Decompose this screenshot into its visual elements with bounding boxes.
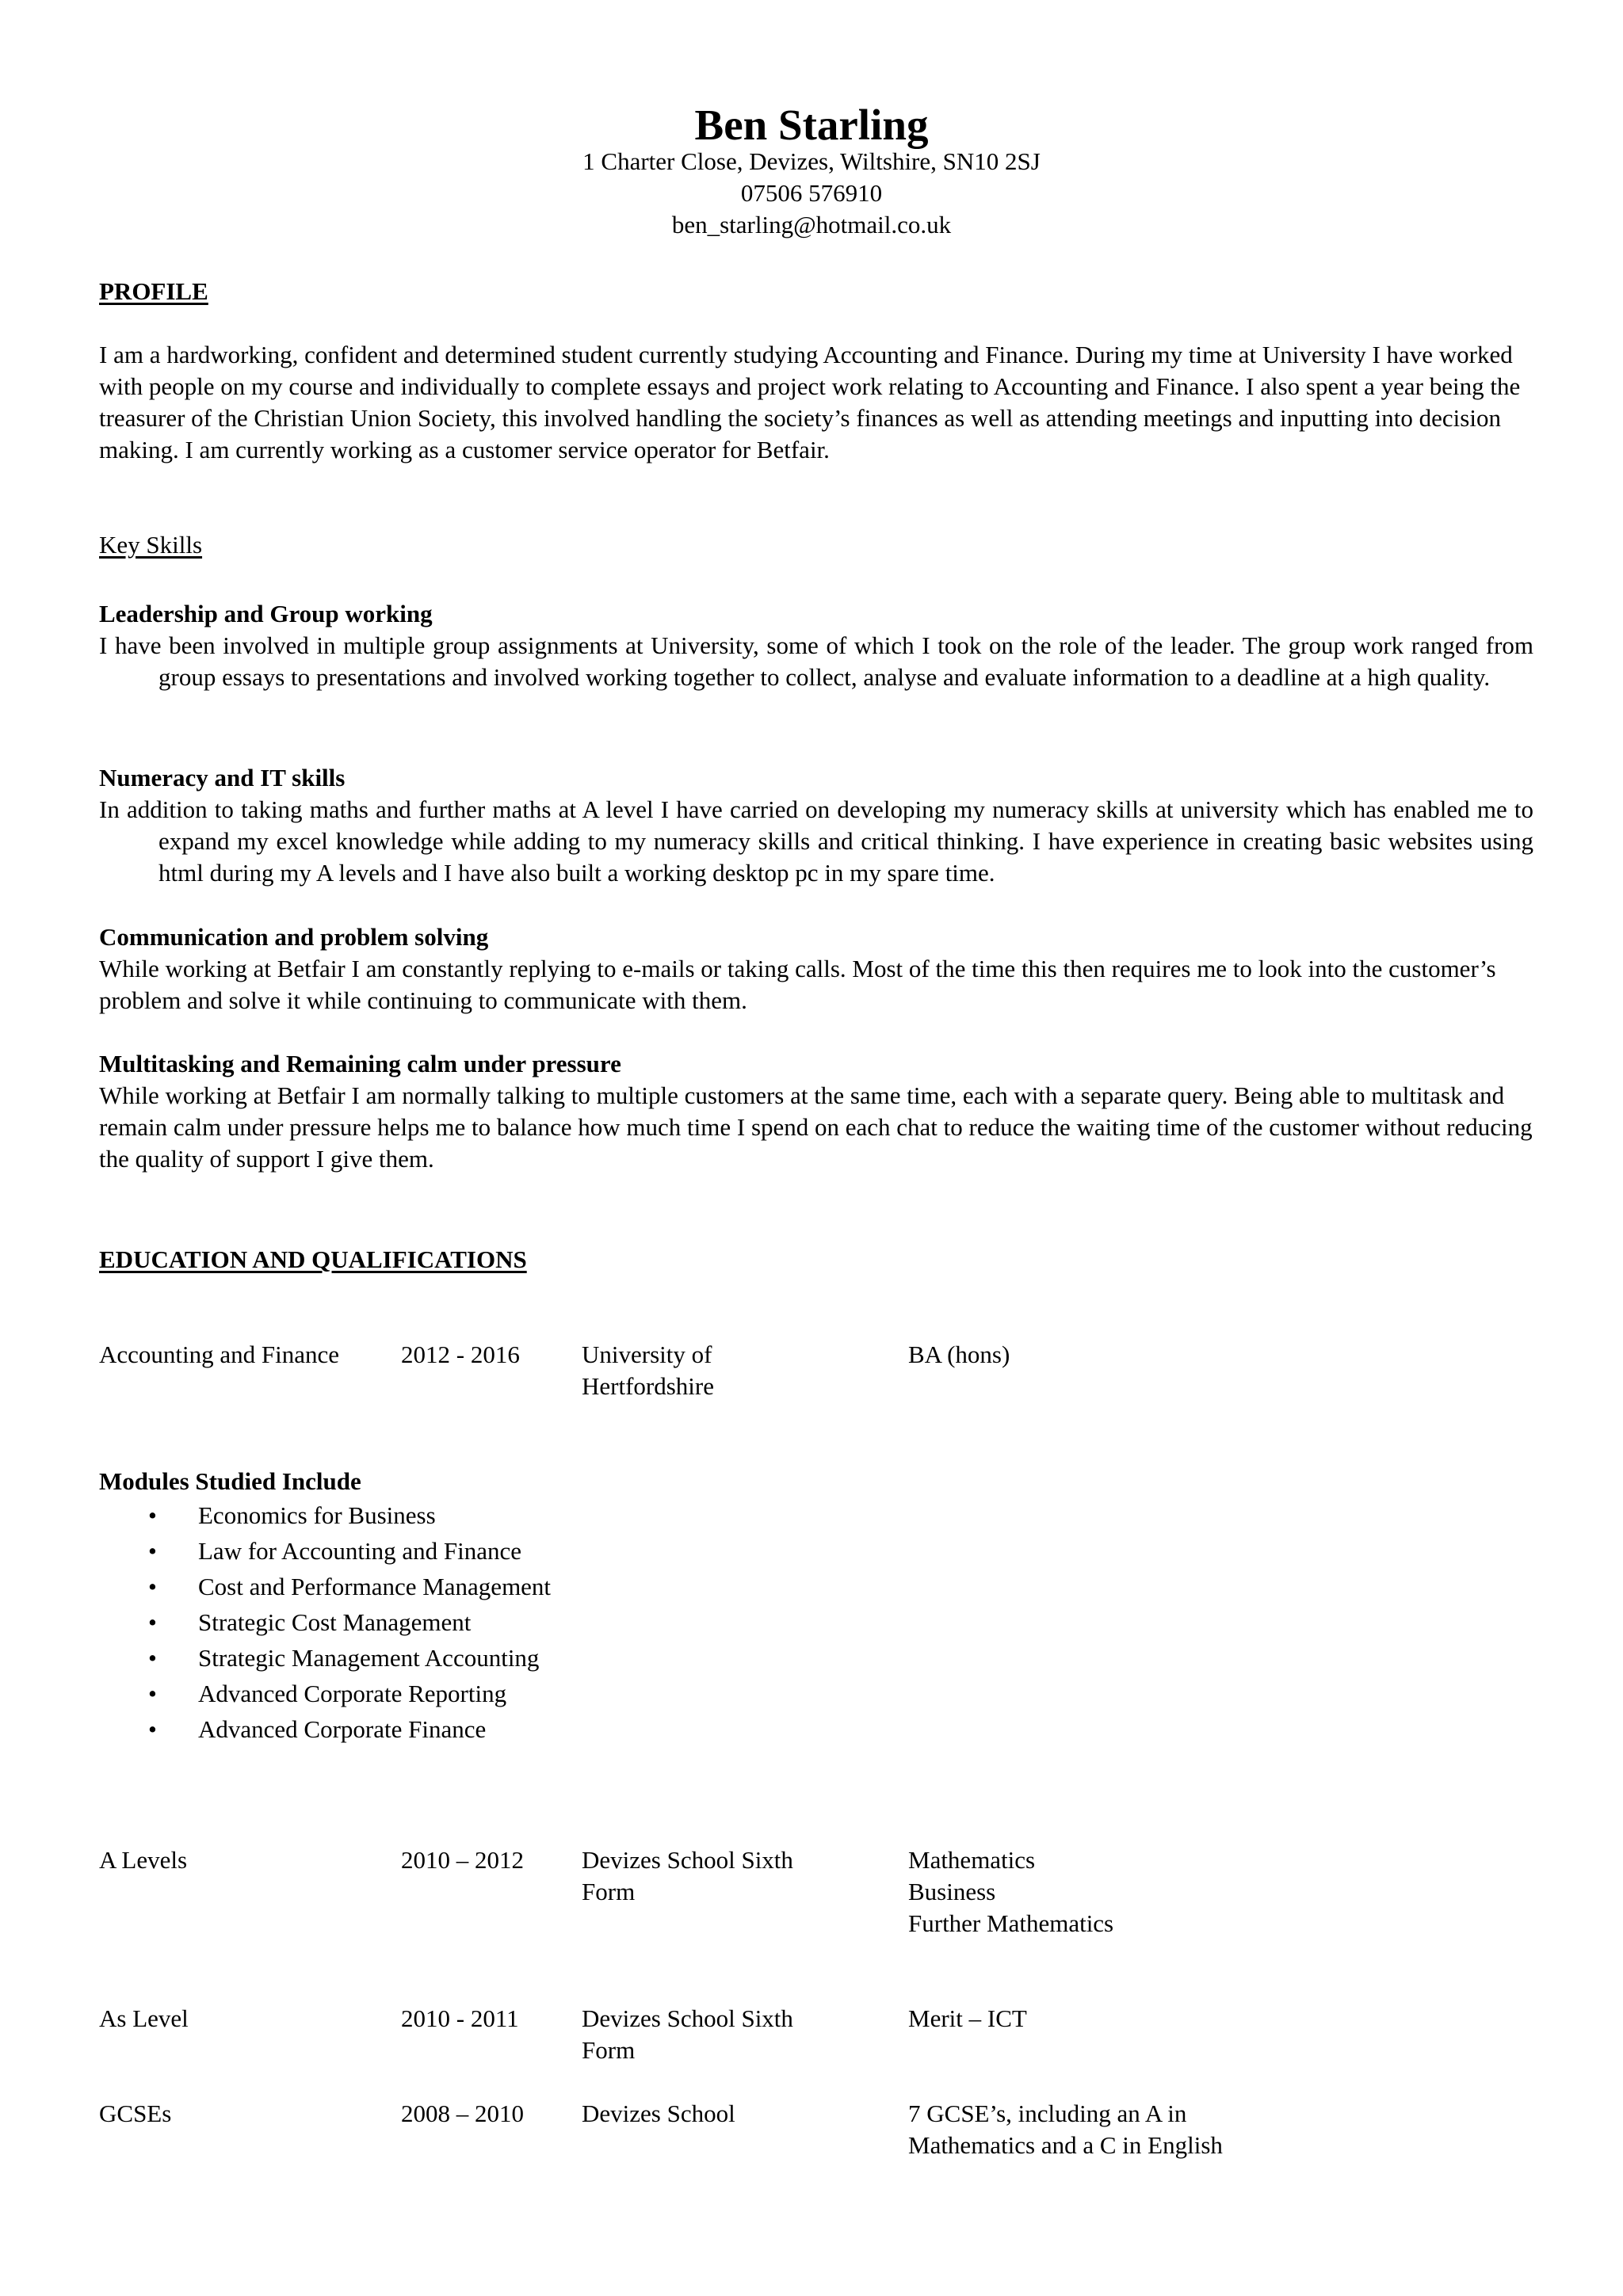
skill-title: Multitasking and Remaining calm under pressure [99,1050,621,1077]
bullet-icon: • [148,1608,157,1636]
list-item [99,1604,551,1640]
skill-title: Leadership and Group working [99,600,433,627]
qualification-results [908,1844,1289,1939]
key-skills-heading: Key Skills [99,531,203,559]
cv-name: Ben Starling [694,101,929,149]
module-name: Strategic Cost Management [198,1608,472,1636]
qualification-institution: Devizes School Sixth Form [582,1846,793,1905]
degree-award: BA (hons) [908,1341,1010,1368]
qualification-level: As Level [99,2004,189,2032]
degree-subject: Accounting and Finance [99,1341,340,1368]
module-name: Cost and Performance Management [198,1573,552,1600]
bullet-icon: • [148,1573,157,1600]
qualification-years: 2010 - 2011 [401,2004,519,2032]
bullet-icon: • [148,1715,157,1743]
result-item: Merit – ICT [908,2004,1027,2032]
degree-years: 2012 - 2016 [401,1341,520,1368]
skill-title: Numeracy and IT skills [99,764,346,791]
profile-heading: PROFILE [99,277,208,305]
skill-text: While working at Betfair I am normally talking to multiple customers at the same time, each with a separate query. Being able to multitask and remain calm under pressure helps me to balance how much time I spend on each chat to reduce the waiting time of the customer without reducing the quality of support I give them. [99,1081,1533,1173]
result-item: 7 GCSE’s, including an A in Mathematics and a C in English [908,2100,1223,2159]
modules-heading: Modules Studied Include [99,1467,361,1495]
qualification-level: GCSEs [99,2100,172,2127]
bullet-icon: • [148,1644,157,1672]
skill-title: Communication and problem solving [99,923,489,951]
list-item [99,1497,551,1533]
list-item [99,1711,551,1747]
skill-text: While working at Betfair I am constantly replying to e-mails or taking calls. Most of the time this then requires me to look into the customer’s problem and solve it while continuing to communicate with them. [99,955,1496,1014]
qualification-years: 2010 – 2012 [401,1846,524,1874]
result-item: Mathematics [908,1846,1036,1874]
skill-text: In addition to taking maths and further maths at A level I have carried on developing my numeracy skills at university which has enabled me to expand my excel knowledge while adding to my numeracy skills and critical thinking. I have experience in creating basic websites using html during my A levels and I have also built a working desktop pc in my spare time. [99,795,1533,887]
module-name: Law for Accounting and Finance [198,1537,522,1565]
bullet-icon: • [148,1501,157,1529]
degree-institution: University of Hertfordshire [582,1341,714,1400]
bullet-icon: • [148,1537,157,1565]
module-name: Economics for Business [198,1501,436,1529]
list-item [99,1676,551,1711]
qualification-results [908,2098,1233,2161]
phone: 07506 576910 [740,179,883,207]
module-name: Advanced Corporate Reporting [198,1680,507,1707]
module-name: Strategic Management Accounting [198,1644,540,1672]
list-item [99,1640,551,1676]
skill-text: I have been involved in multiple group assignments at University, some of which I took on the role of the leader. The group work ranged from group essays to presentations and involved working together to collect, analyse and evaluate information to a deadline at a high quality. [99,631,1533,691]
education-heading: EDUCATION AND QUALIFICATIONS [99,1245,527,1273]
bullet-icon: • [148,1680,157,1707]
modules-list [99,1497,551,1747]
list-item [99,1569,551,1604]
result-item: Business [908,1878,996,1905]
module-name: Advanced Corporate Finance [198,1715,487,1743]
email: ben_starling@hotmail.co.uk [671,211,952,238]
list-item [99,1533,551,1569]
qualification-institution: Devizes School [582,2100,735,2127]
qualification-results [908,2003,1289,2035]
qualification-level: A Levels [99,1846,188,1874]
qualification-years: 2008 – 2010 [401,2100,524,2127]
result-item: Further Mathematics [908,1909,1114,1937]
address: 1 Charter Close, Devizes, Wiltshire, SN10 2SJ [582,147,1041,175]
profile-text: I am a hardworking, confident and determined student currently studying Accounting and Finance. During my time at University I have worked with people on my course and individually to complete essays and project work relating to Accounting and Finance. I also spent a year being the treasurer of the Christian Union Society, this involved handling the society’s finances as well as attending meetings and inputting into decision making. I am currently working as a customer service operator for Betfair. [99,341,1521,463]
qualification-institution: Devizes School Sixth Form [582,2004,793,2064]
